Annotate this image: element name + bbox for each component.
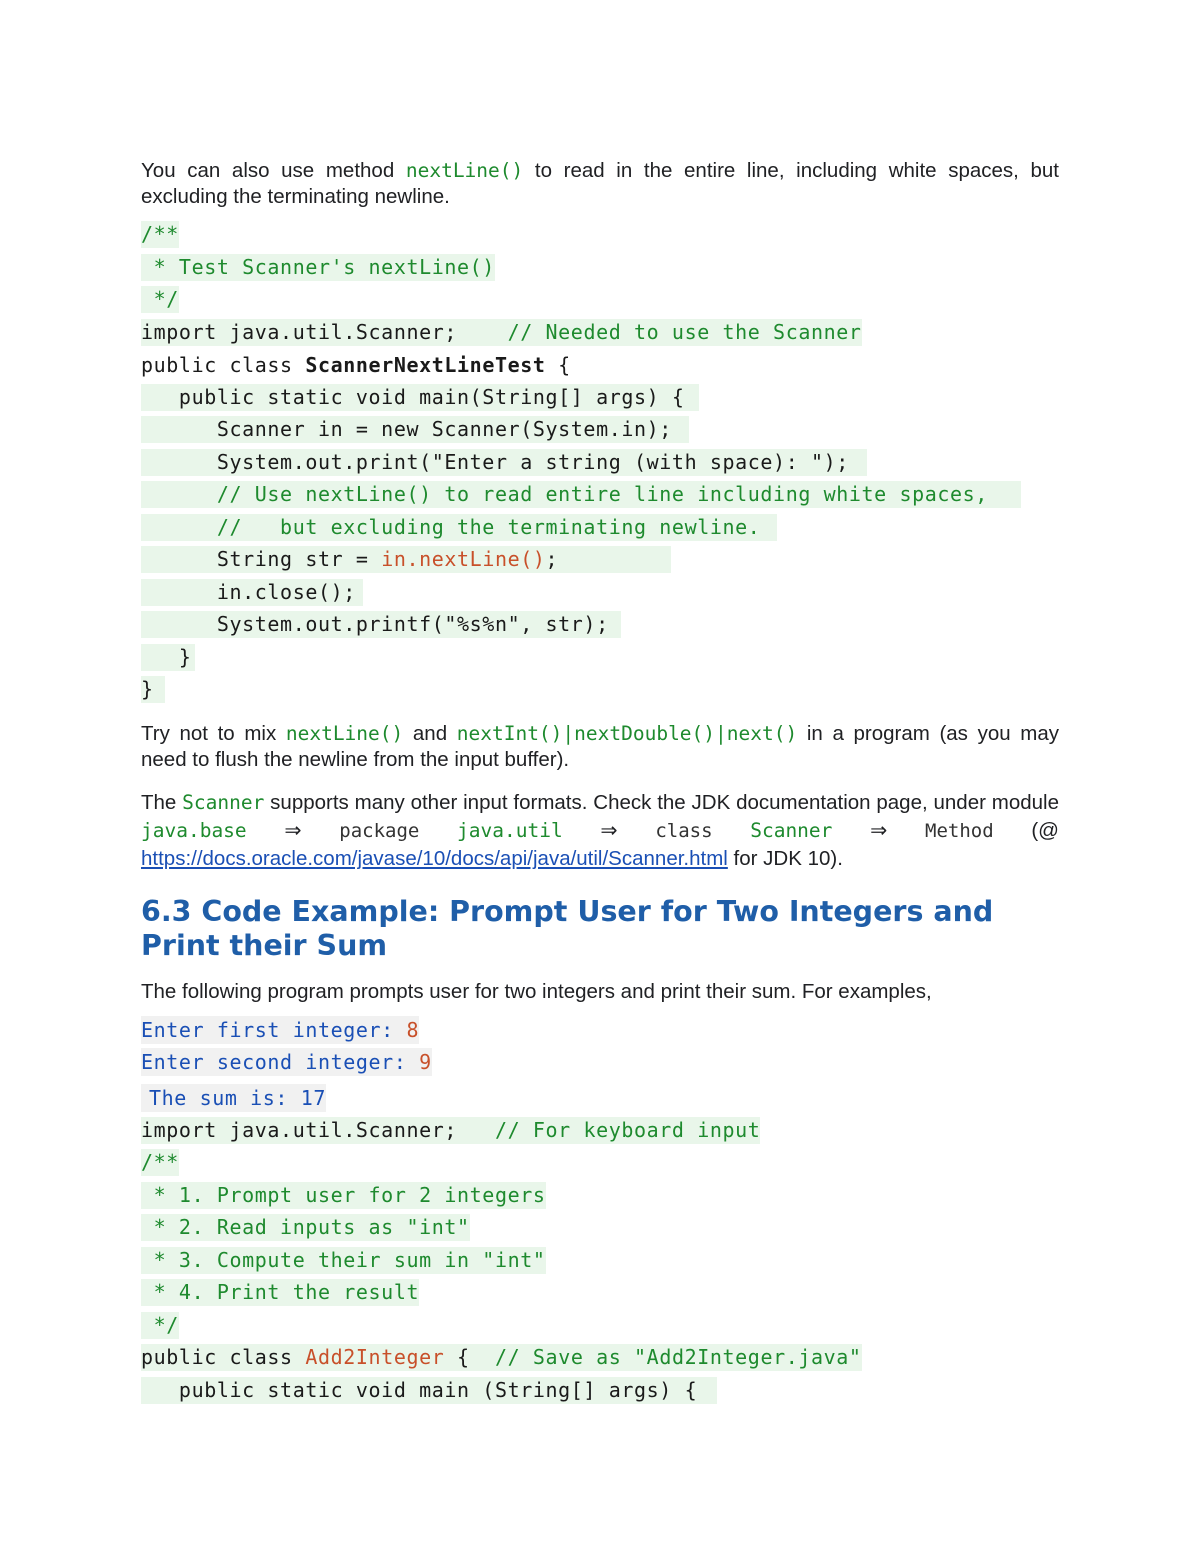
text: to read in the entire line, including white spaces, but excluding the terminating newline. [141,159,1059,208]
code-line: * 2. Read inputs as "int" [141,1215,470,1239]
code-line: System.out.printf("%s%n", str); [141,611,621,638]
code-comment: // Save as "Add2Integer.java" [494,1345,862,1369]
code-line: // Use nextLine() to read entire line including white spaces, [141,481,1021,508]
code-line: */ [141,287,179,311]
code-line: /** [141,222,179,246]
arrow: ⇒ [562,818,656,842]
code-text: { [444,1345,495,1369]
example-output-block [141,1014,1059,1115]
code-line: // but excluding the terminating newline. [141,514,777,541]
code-line [141,1117,760,1144]
inline-code: nextInt()|nextDouble()|next() [456,721,798,745]
user-input: 9 [419,1050,432,1074]
paragraph-example-intro: The following program prompts user for two integers and print their sum. For examples, [141,979,932,1003]
inline-mono: class [655,819,713,842]
inline-code: nextLine() [405,159,524,182]
output-line [141,1016,419,1044]
code-line: public static void main (String[] args) { [141,1377,717,1404]
text: for JDK 10). [727,846,843,870]
code-line [141,319,862,346]
code-text: import java.util.Scanner; [141,319,508,344]
inline-code: Scanner [182,790,265,814]
paragraph-scanner-docs [141,789,1059,873]
paragraph-mix-warning [141,721,1059,773]
code-line: } [141,676,165,703]
output-line: The sum is: 17 [141,1084,326,1112]
inline-code: java.util [457,818,563,842]
arrow: ⇒ [246,818,340,842]
inline-code: nextLine() [285,721,404,745]
code-text: public class [141,353,306,377]
code-comment: // Needed to use the Scanner [507,319,862,344]
code-method-call: in.nextLine() [381,547,546,571]
inline-mono: package [339,819,420,842]
section-heading: 6.3 Code Example: Prompt User for Two Integers and Print their Sum [141,894,994,962]
code-block-add2integer [141,1115,1059,1408]
code-line: /** [141,1150,179,1174]
arrow: ⇒ [832,818,925,842]
code-line: public static void main(String[] args) { [141,384,699,411]
code-block-nextline-test [141,219,1059,707]
prompt-text: Enter first integer: [141,1017,407,1042]
text: Try not to mix [141,721,286,745]
code-line: * 4. Print the result [141,1280,420,1304]
code-text: import java.util.Scanner; [141,1117,495,1142]
code-line: } [141,644,195,671]
class-name: ScannerNextLineTest [305,353,546,377]
prompt-text: Enter second integer: [141,1050,420,1074]
code-line [141,1344,862,1371]
code-text: { [545,353,571,377]
text: The [141,790,183,814]
inline-code: java.base [141,818,247,842]
text: supports many other input formats. Check the JDK documentation page, under module [264,790,1059,814]
paragraph-nextline-intro [141,158,1059,210]
code-line: Scanner in = new Scanner(System.in); [141,416,689,443]
code-line [141,546,671,573]
text: and [403,721,457,745]
class-name: Add2Integer [305,1345,445,1369]
inline-code: Scanner [750,818,833,842]
code-line: * 1. Prompt user for 2 integers [141,1182,546,1207]
code-comment: // For keyboard input [494,1117,761,1142]
code-line: in.close(); [141,579,363,606]
output-line [141,1048,432,1076]
code-text: String str = [141,547,382,571]
code-text: public class [141,1345,306,1369]
code-line: * 3. Compute their sum in "int" [141,1247,546,1272]
inline-mono: Method [925,819,994,842]
code-line: System.out.print("Enter a string (with space): "); [141,449,867,476]
code-line: * Test Scanner's nextLine() [141,254,495,279]
code-text: ; [545,547,559,571]
jdk-docs-link[interactable]: https://docs.oracle.com/javase/10/docs/api/java/util/Scanner.html [141,846,728,870]
user-input: 8 [406,1017,420,1042]
text: in a program (as you may need to flush the newline from the input buffer). [141,721,1059,771]
document-page [141,158,1059,1407]
code-line: */ [141,1312,179,1337]
text: You can also use method [141,159,406,182]
text: (@ [993,818,1059,842]
